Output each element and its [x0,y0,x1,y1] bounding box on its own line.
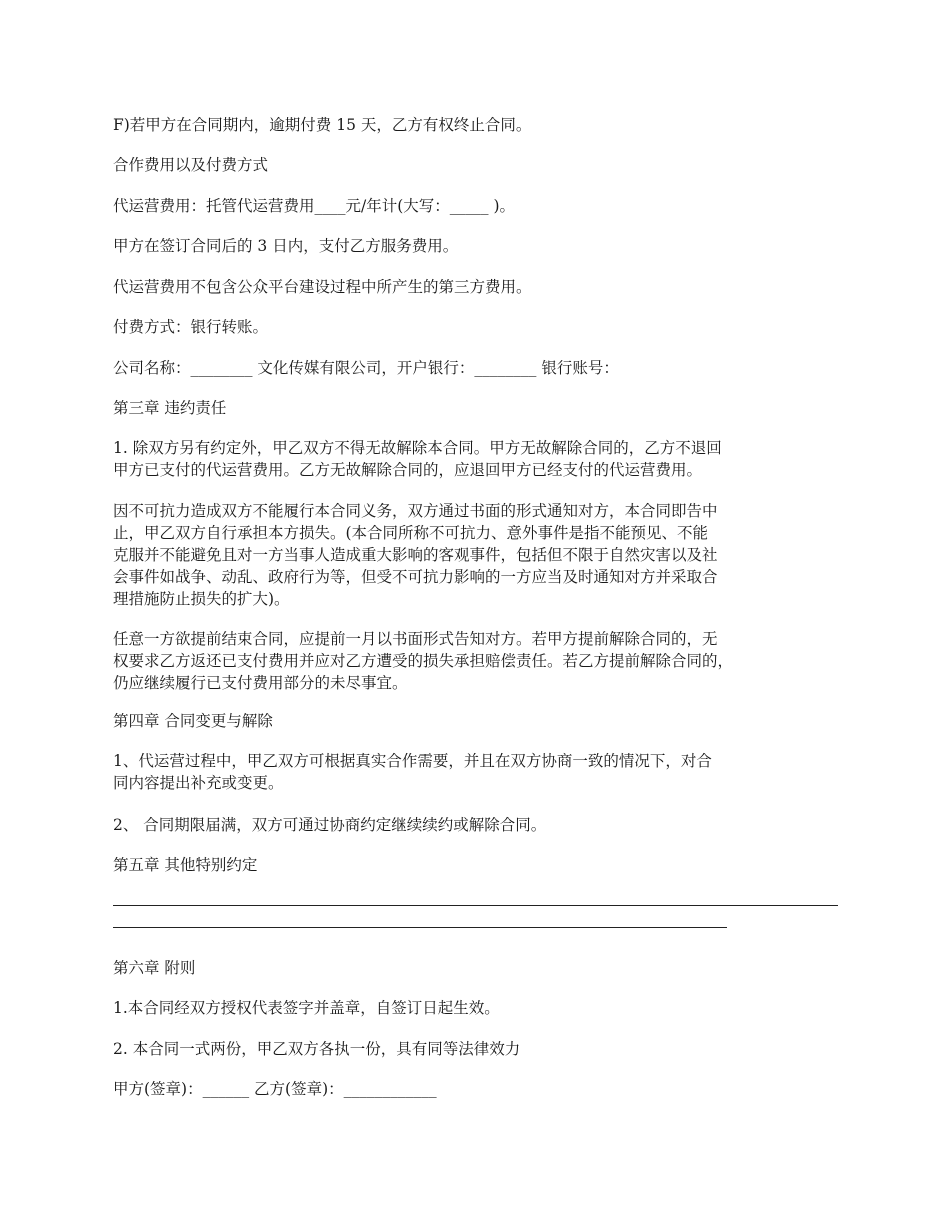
chapter-5-heading: 第五章 其他特别约定 [113,856,258,874]
paragraph-line: 1、代运营过程中，甲乙双方可根据真实合作需要，并且在双方协商一致的情况下，对合 [113,752,712,770]
clause-early-termination [113,628,843,694]
clause-contract-renewal: 2、 合同期限届满，双方可通过协商约定继续续约或解除合同。 [113,816,547,834]
chapter-3-heading: 第三章 违约责任 [113,399,227,417]
clause-payment-deadline: 甲方在签订合同后的 3 日内，支付乙方服务费用。 [113,237,459,255]
clause-overdue-payment: F)若甲方在合同期内，逾期付费 15 天，乙方有权终止合同。 [113,116,532,134]
chapter-4-heading: 第四章 合同变更与解除 [113,712,273,730]
clause-copies: 2. 本合同一式两份，甲乙双方各执一份，具有同等法律效力 [113,1040,521,1058]
clause-effective-date: 1.本合同经双方授权代表签字并盖章，自签订日起生效。 [113,999,500,1017]
signature-line: 甲方(签章)：______ 乙方(签章)：____________ [113,1080,437,1098]
clause-payment-method: 付费方式：银行转账。 [113,318,269,336]
paragraph-line: 任意一方欲提前结束合同，应提前一月以书面形式告知对方。若甲方提前解除合同的，无 [113,630,718,648]
paragraph-line: 止，甲乙双方自行承担本方损失。(本合同所称不可抗力、意外事件是指不能预见、不能 [113,524,709,542]
paragraph-line: 会事件如战争、动乱、政府行为等，但受不可抗力影响的一方应当及时通知对方并采取合 [113,568,718,586]
section-heading-fees: 合作费用以及付费方式 [113,156,269,174]
clause-force-majeure [113,500,843,610]
clause-operation-fee: 代运营费用：托管代运营费用____元/年计(大写：_____ )。 [113,197,515,215]
paragraph-line: 理措施防止损失的扩大)。 [113,590,290,608]
clause-third-party-fees: 代运营费用不包含公众平台建设过程中所产生的第三方费用。 [113,278,532,296]
chapter-6-heading: 第六章 附则 [113,959,196,977]
paragraph-line: 同内容提出补充或变更。 [113,774,284,792]
paragraph-line: 克服并不能避免且对一方当事人造成重大影响的客观事件，包括但不限于自然灾害以及社 [113,546,718,564]
paragraph-line: 仍应继续履行已支付费用部分的未尽事宜。 [113,674,408,692]
blank-line-2 [113,927,727,928]
paragraph-line: 甲方已支付的代运营费用。乙方无故解除合同的，应退回甲方已经支付的代运营费用。 [113,461,703,479]
paragraph-line: 1. 除双方另有约定外，甲乙双方不得无故解除本合同。甲方无故解除合同的，乙方不退回 [113,439,722,457]
clause-bank-info: 公司名称：________ 文化传媒有限公司，开户银行：________ 银行账号： [113,359,619,377]
clause-contract-change [113,750,843,794]
clause-termination-refund [113,437,843,481]
paragraph-line: 因不可抗力造成双方不能履行本合同义务，双方通过书面的形式通知对方，本合同即告中 [113,502,718,520]
blank-line-1 [113,905,838,906]
paragraph-line: 权要求乙方返还已支付费用并应对乙方遭受的损失承担赔偿责任。若乙方提前解除合同的， [113,652,734,670]
